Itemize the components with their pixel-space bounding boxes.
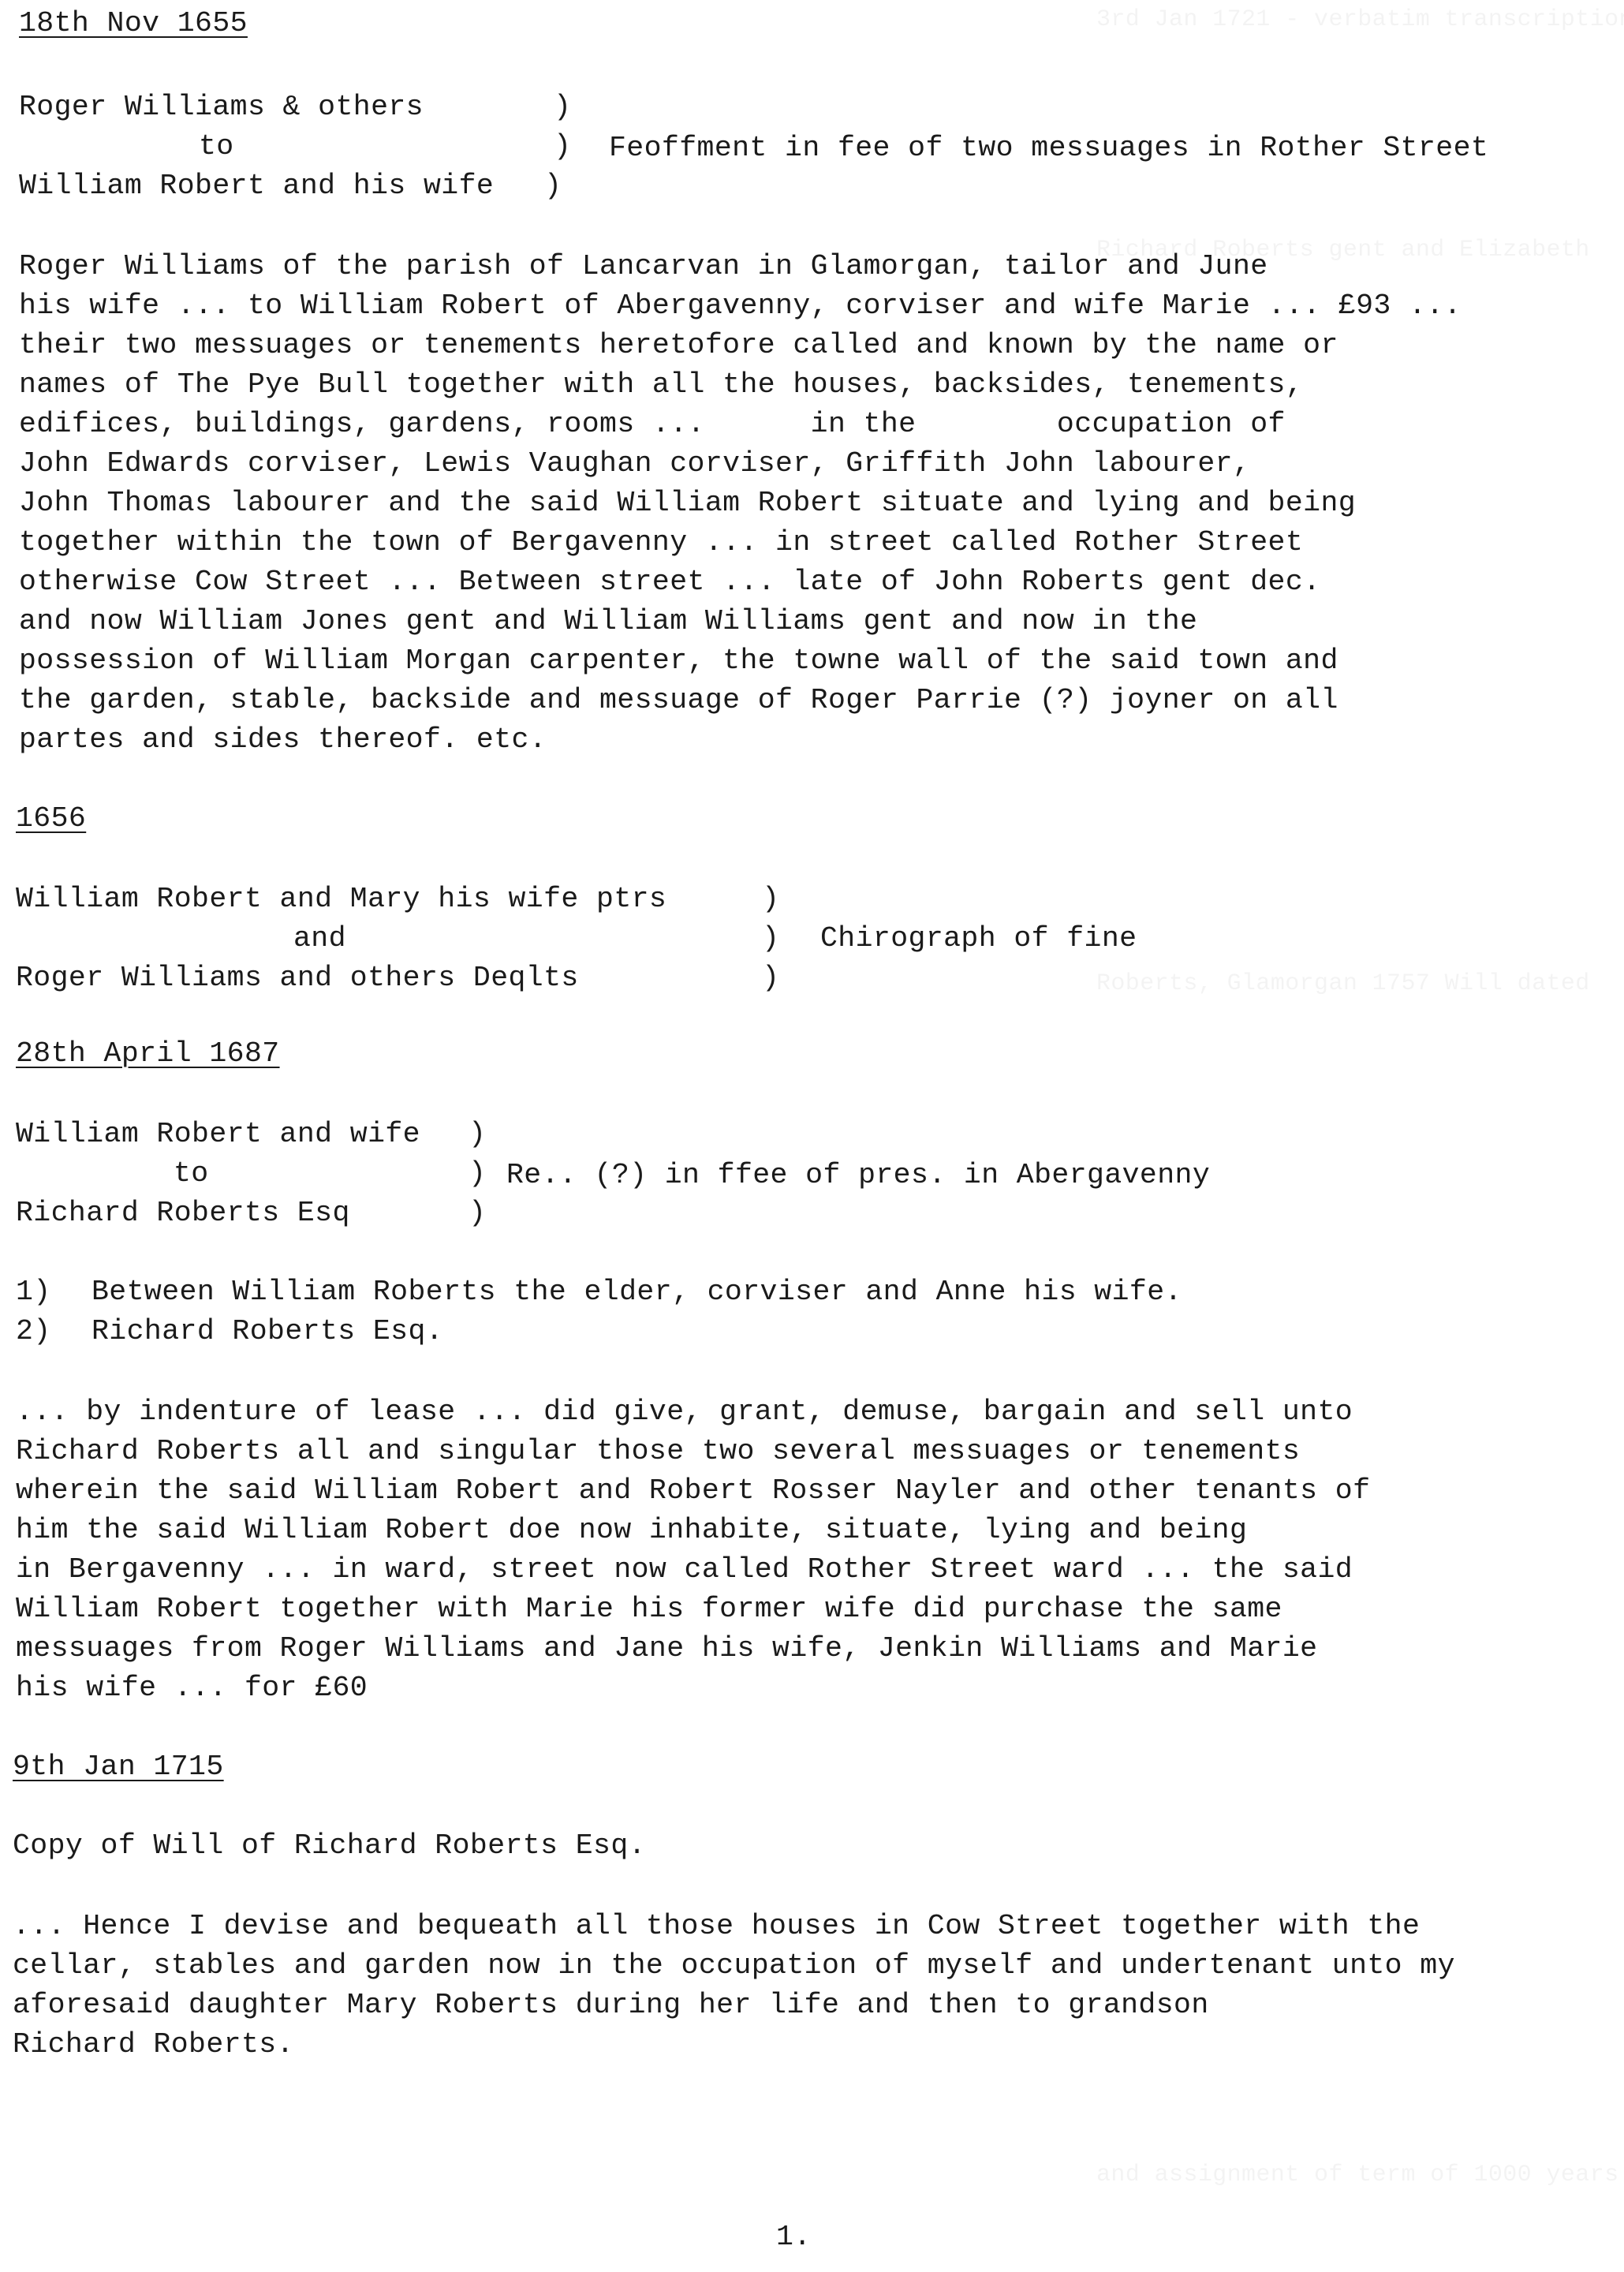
body-line: Roger Williams of the parish of Lancarvan in Glamorgan, tailor and June xyxy=(19,250,1268,282)
section-date: 1656 xyxy=(16,802,87,835)
section-heading: Copy of Will of Richard Roberts Esq. xyxy=(13,1829,646,1862)
party-line: to xyxy=(199,130,234,163)
party-line: and xyxy=(293,922,346,955)
body-line: partes and sides thereof. etc. xyxy=(19,723,547,756)
body-line: and now William Jones gent and William Williams gent and now in the xyxy=(19,605,1198,637)
party-line: William Robert and wife xyxy=(16,1118,420,1150)
deed-title: Re.. (?) in ffee of pres. in Abergavenny xyxy=(506,1159,1211,1191)
body-line: aforesaid daughter Mary Roberts during her life and then to grandson xyxy=(13,1989,1209,2021)
party-line: Roger Williams & others xyxy=(19,91,424,123)
body-line: William Robert together with Marie his former wife did purchase the same xyxy=(16,1593,1282,1625)
bracket: ) xyxy=(762,883,780,915)
bracket: ) xyxy=(469,1197,487,1229)
deed-title: Chirograph of fine xyxy=(820,922,1137,955)
section-date: 18th Nov 1655 xyxy=(19,7,248,39)
deed-title: Feoffment in fee of two messuages in Rother Street xyxy=(609,132,1489,164)
list-number: 1) xyxy=(16,1276,51,1308)
body-line: his wife ... to William Robert of Abergavenny, corviser and wife Marie ... £93 ... xyxy=(19,290,1462,322)
list-number: 2) xyxy=(16,1315,51,1347)
body-line: possession of William Morgan carpenter, the towne wall of the said town and xyxy=(19,645,1338,677)
body-line: the garden, stable, backside and messuage of Roger Parrie (?) joyner on all xyxy=(19,684,1338,716)
bracket: ) xyxy=(554,91,572,123)
bracket: ) xyxy=(544,170,562,202)
body-line: his wife ... for £60 xyxy=(16,1672,368,1704)
show-through-text xyxy=(1096,2162,1619,2188)
section-date: 9th Jan 1715 xyxy=(13,1751,224,1783)
body-line: ... Hence I devise and bequeath all those houses in Cow Street together with the xyxy=(13,1910,1421,1942)
page-number: 1. xyxy=(776,2221,812,2253)
party-line: William Robert and Mary his wife ptrs xyxy=(16,883,667,915)
party-line: William Robert and his wife xyxy=(19,170,495,202)
body-line: in Bergavenny ... in ward, street now called Rother Street ward ... the said xyxy=(16,1553,1353,1586)
body-line: cellar, stables and garden now in the occupation of myself and undertenant unto my xyxy=(13,1949,1455,1982)
body-line: together within the town of Bergavenny ... in street called Rother Street xyxy=(19,526,1304,559)
bracket: ) xyxy=(762,922,780,955)
party-line: to xyxy=(174,1157,209,1190)
bracket: ) xyxy=(469,1118,487,1150)
body-line: wherein the said William Robert and Robert Rosser Nayler and other tenants of xyxy=(16,1474,1371,1507)
body-line: John Thomas labourer and the said William Robert situate and lying and being xyxy=(19,487,1357,519)
show-through-text xyxy=(1096,970,1590,997)
body-line: Richard Roberts. xyxy=(13,2028,294,2061)
list-item: Between William Roberts the elder, corviser and Anne his wife. xyxy=(91,1276,1182,1308)
bracket: ) xyxy=(762,962,780,994)
body-line: their two messuages or tenements heretofore called and known by the name or xyxy=(19,329,1338,361)
body-line: messuages from Roger Williams and Jane his wife, Jenkin Williams and Marie xyxy=(16,1632,1318,1665)
body-line: otherwise Cow Street ... Between street ... late of John Roberts gent dec. xyxy=(19,566,1321,598)
party-line: Richard Roberts Esq xyxy=(16,1197,350,1229)
party-line: Roger Williams and others Deqlts xyxy=(16,962,579,994)
body-line: him the said William Robert doe now inhabite, situate, lying and being xyxy=(16,1514,1248,1546)
body-line: Richard Roberts all and singular those two several messuages or tenements xyxy=(16,1435,1301,1467)
body-line: ... by indenture of lease ... did give, grant, demuse, bargain and sell unto xyxy=(16,1396,1353,1428)
section-date: 28th April 1687 xyxy=(16,1037,280,1070)
show-through-text xyxy=(1096,6,1624,33)
body-line: edifices, buildings, gardens, rooms ... in the occupation of xyxy=(19,408,1286,440)
bracket: ) xyxy=(554,130,572,163)
body-line: names of The Pye Bull together with all the houses, backsides, tenements, xyxy=(19,368,1304,401)
bracket: ) xyxy=(469,1157,487,1190)
list-item: Richard Roberts Esq. xyxy=(91,1315,444,1347)
body-line: John Edwards corviser, Lewis Vaughan corviser, Griffith John labourer, xyxy=(19,447,1251,480)
